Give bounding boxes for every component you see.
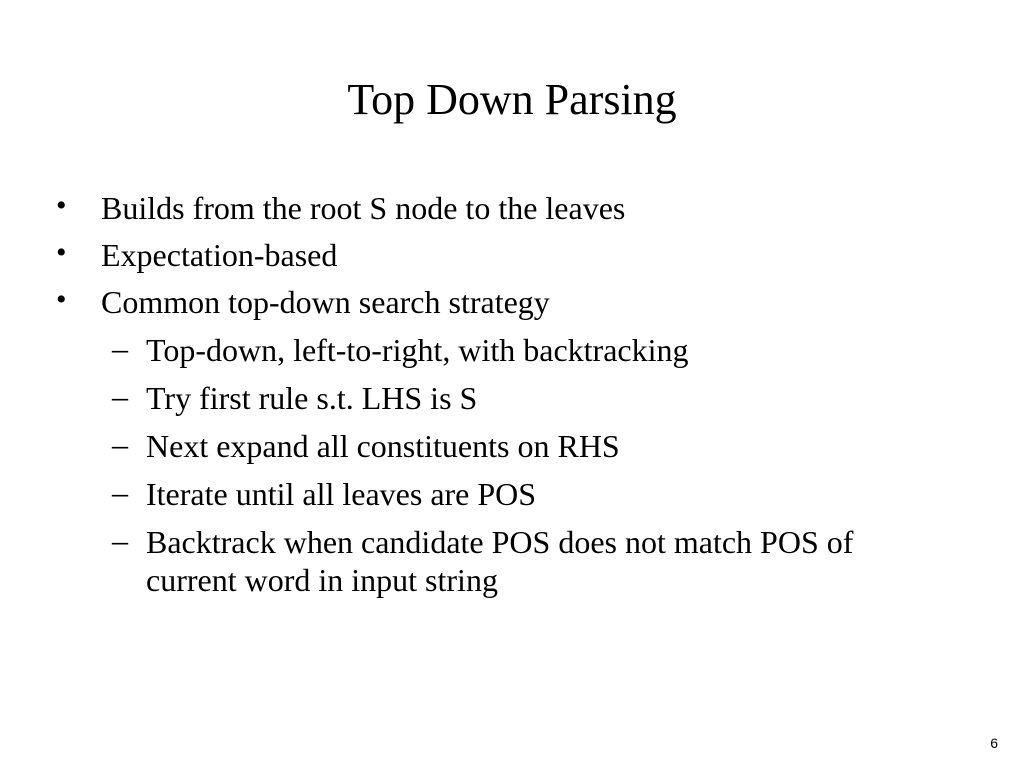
slide-title: Top Down Parsing (347, 75, 677, 124)
bullet-icon: • (56, 236, 67, 269)
dash-icon: – (112, 426, 128, 462)
sub-bullet-text: Iterate until all leaves are POS (146, 476, 537, 512)
bullet-text: Expectation-based (101, 237, 338, 273)
dash-icon: – (112, 474, 128, 510)
sub-bullet-text: Try first rule s.t. LHS is S (146, 380, 478, 416)
bullet-text: Builds from the root S node to the leaves (101, 190, 626, 226)
dash-icon: – (112, 522, 128, 558)
bullet-icon: • (56, 189, 67, 222)
dash-icon: – (112, 330, 128, 366)
bullet-icon: • (56, 283, 67, 316)
dash-icon: – (112, 378, 128, 414)
sub-bullet-text: Backtrack when candidate POS does not match POS of current word in input string (146, 524, 854, 598)
page-number: 6 (990, 735, 998, 751)
sub-bullet-text: Top-down, left-to-right, with backtracking (146, 332, 689, 368)
sub-bullet-text: Next expand all constituents on RHS (146, 428, 620, 464)
bullet-text: Common top-down search strategy (101, 284, 550, 320)
